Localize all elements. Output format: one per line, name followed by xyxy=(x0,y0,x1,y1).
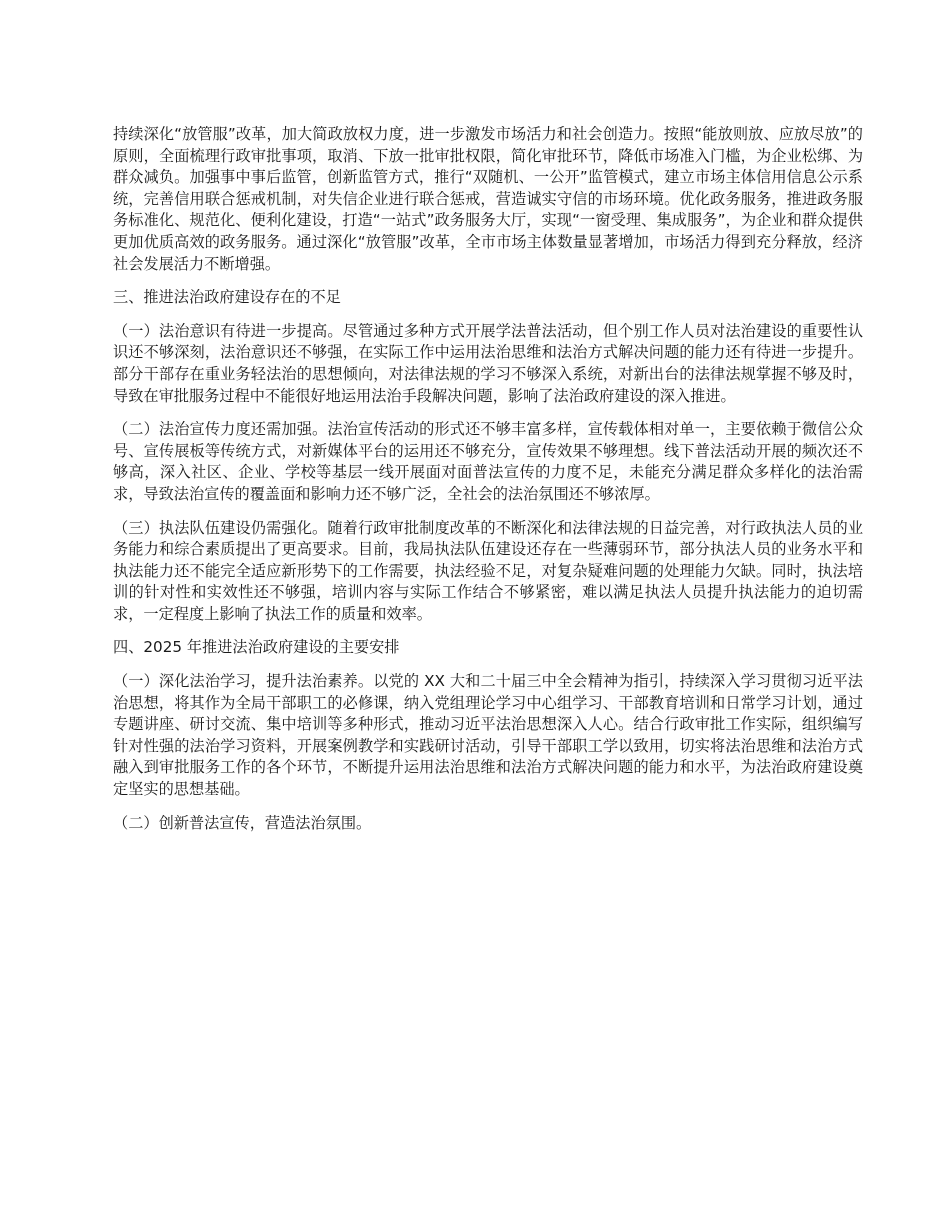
paragraph-3-2: （二）法治宣传力度还需加强。法治宣传活动的形式还不够丰富多样，宣传载体相对单一，主要依赖于微信公众号、宣传展板等传统方式，对新媒体平台的运用还不够充分，宣传效果不够理想。线下普法活动开展的频次还不够高，深入社区、企业、学校等基层一线开展面对面普法宣传的力度不足，未能充分满足群众多样化的法治需求，导致法治宣传的覆盖面和影响力还不够广泛，全社会的法治氛围还不够浓厚。 xyxy=(113,420,863,503)
paragraph-4-2: （二）创新普法宣传，营造法治氛围。 xyxy=(113,813,372,832)
document-page xyxy=(113,124,863,846)
paragraph-reform-continued: 持续深化“放管服”改革，加大简政放权力度，进一步激发市场活力和社会创造力。按照“能放则放、应放尽放”的原则，全面梳理行政审批事项，取消、下放一批审批权限，简化审批环节，降低市场准入门槛，为企业松绑、为群众减负。加强事中事后监管，创新监管方式，推行“双随机、一公开”监管模式，建立市场主体信用信息公示系统，完善信用联合惩戒机制，对失信企业进行联合惩戒，营造诚实守信的市场环境。优化政务服务，推进政务服务标准化、规范化、便利化建设，打造“一站式”政务服务大厅，实现“一窗受理、集成服务”，为企业和群众提供更加优质高效的政务服务。通过深化“放管服”改革，全市市场主体数量显著增加，市场活力得到充分释放，经济社会发展活力不断增强。 xyxy=(113,125,863,273)
section-heading-4: 四、2025 年推进法治政府建设的主要安排 xyxy=(113,638,400,657)
section-heading-3: 三、推进法治政府建设存在的不足 xyxy=(113,288,341,307)
paragraph-3-3: （三）执法队伍建设仍需强化。随着行政审批制度改革的不断深化和法律法规的日益完善，对行政执法人员的业务能力和综合素质提出了更高要求。目前，我局执法队伍建设还存在一些薄弱环节，部分执法人员的业务水平和执法能力还不能完全适应新形势下的工作需要，执法经验不足，对复杂疑难问题的处理能力欠缺。同时，执法培训的针对性和实效性还不够强，培训内容与实际工作结合不够紧密，难以满足执法人员提升执法能力的迫切需求，一定程度上影响了执法工作的质量和效率。 xyxy=(113,518,863,623)
paragraph-4-1: （一）深化法治学习，提升法治素养。以党的 XX 大和二十届三中全会精神为指引，持续深入学习贯彻习近平法治思想，将其作为全局干部职工的必修课，纳入党组理论学习中心组学习、干部教育培训和日常学习计划，通过专题讲座、研讨交流、集中培训等多种形式，推动习近平法治思想深入人心。结合行政审批工作实际，组织编写针对性强的法治学习资料，开展案例教学和实践研讨活动，引导干部职工学以致用，切实将法治思维和法治方式融入到审批服务工作的各个环节，不断提升运用法治思维和法治方式解决问题的能力和水平，为法治政府建设奠定坚实的思想基础。 xyxy=(113,672,863,799)
paragraph-3-1: （一）法治意识有待进一步提高。尽管通过多种方式开展学法普法活动，但个别工作人员对法治建设的重要性认识还不够深刻，法治意识还不够强，在实际工作中运用法治思维和法治方式解决问题的能力还有待进一步提升。部分干部存在重业务轻法治的思想倾向，对法律法规的学习不够深入系统，对新出台的法律法规掌握不够及时，导致在审批服务过程中不能很好地运用法治手段解决问题，影响了法治政府建设的深入推进。 xyxy=(113,321,863,405)
